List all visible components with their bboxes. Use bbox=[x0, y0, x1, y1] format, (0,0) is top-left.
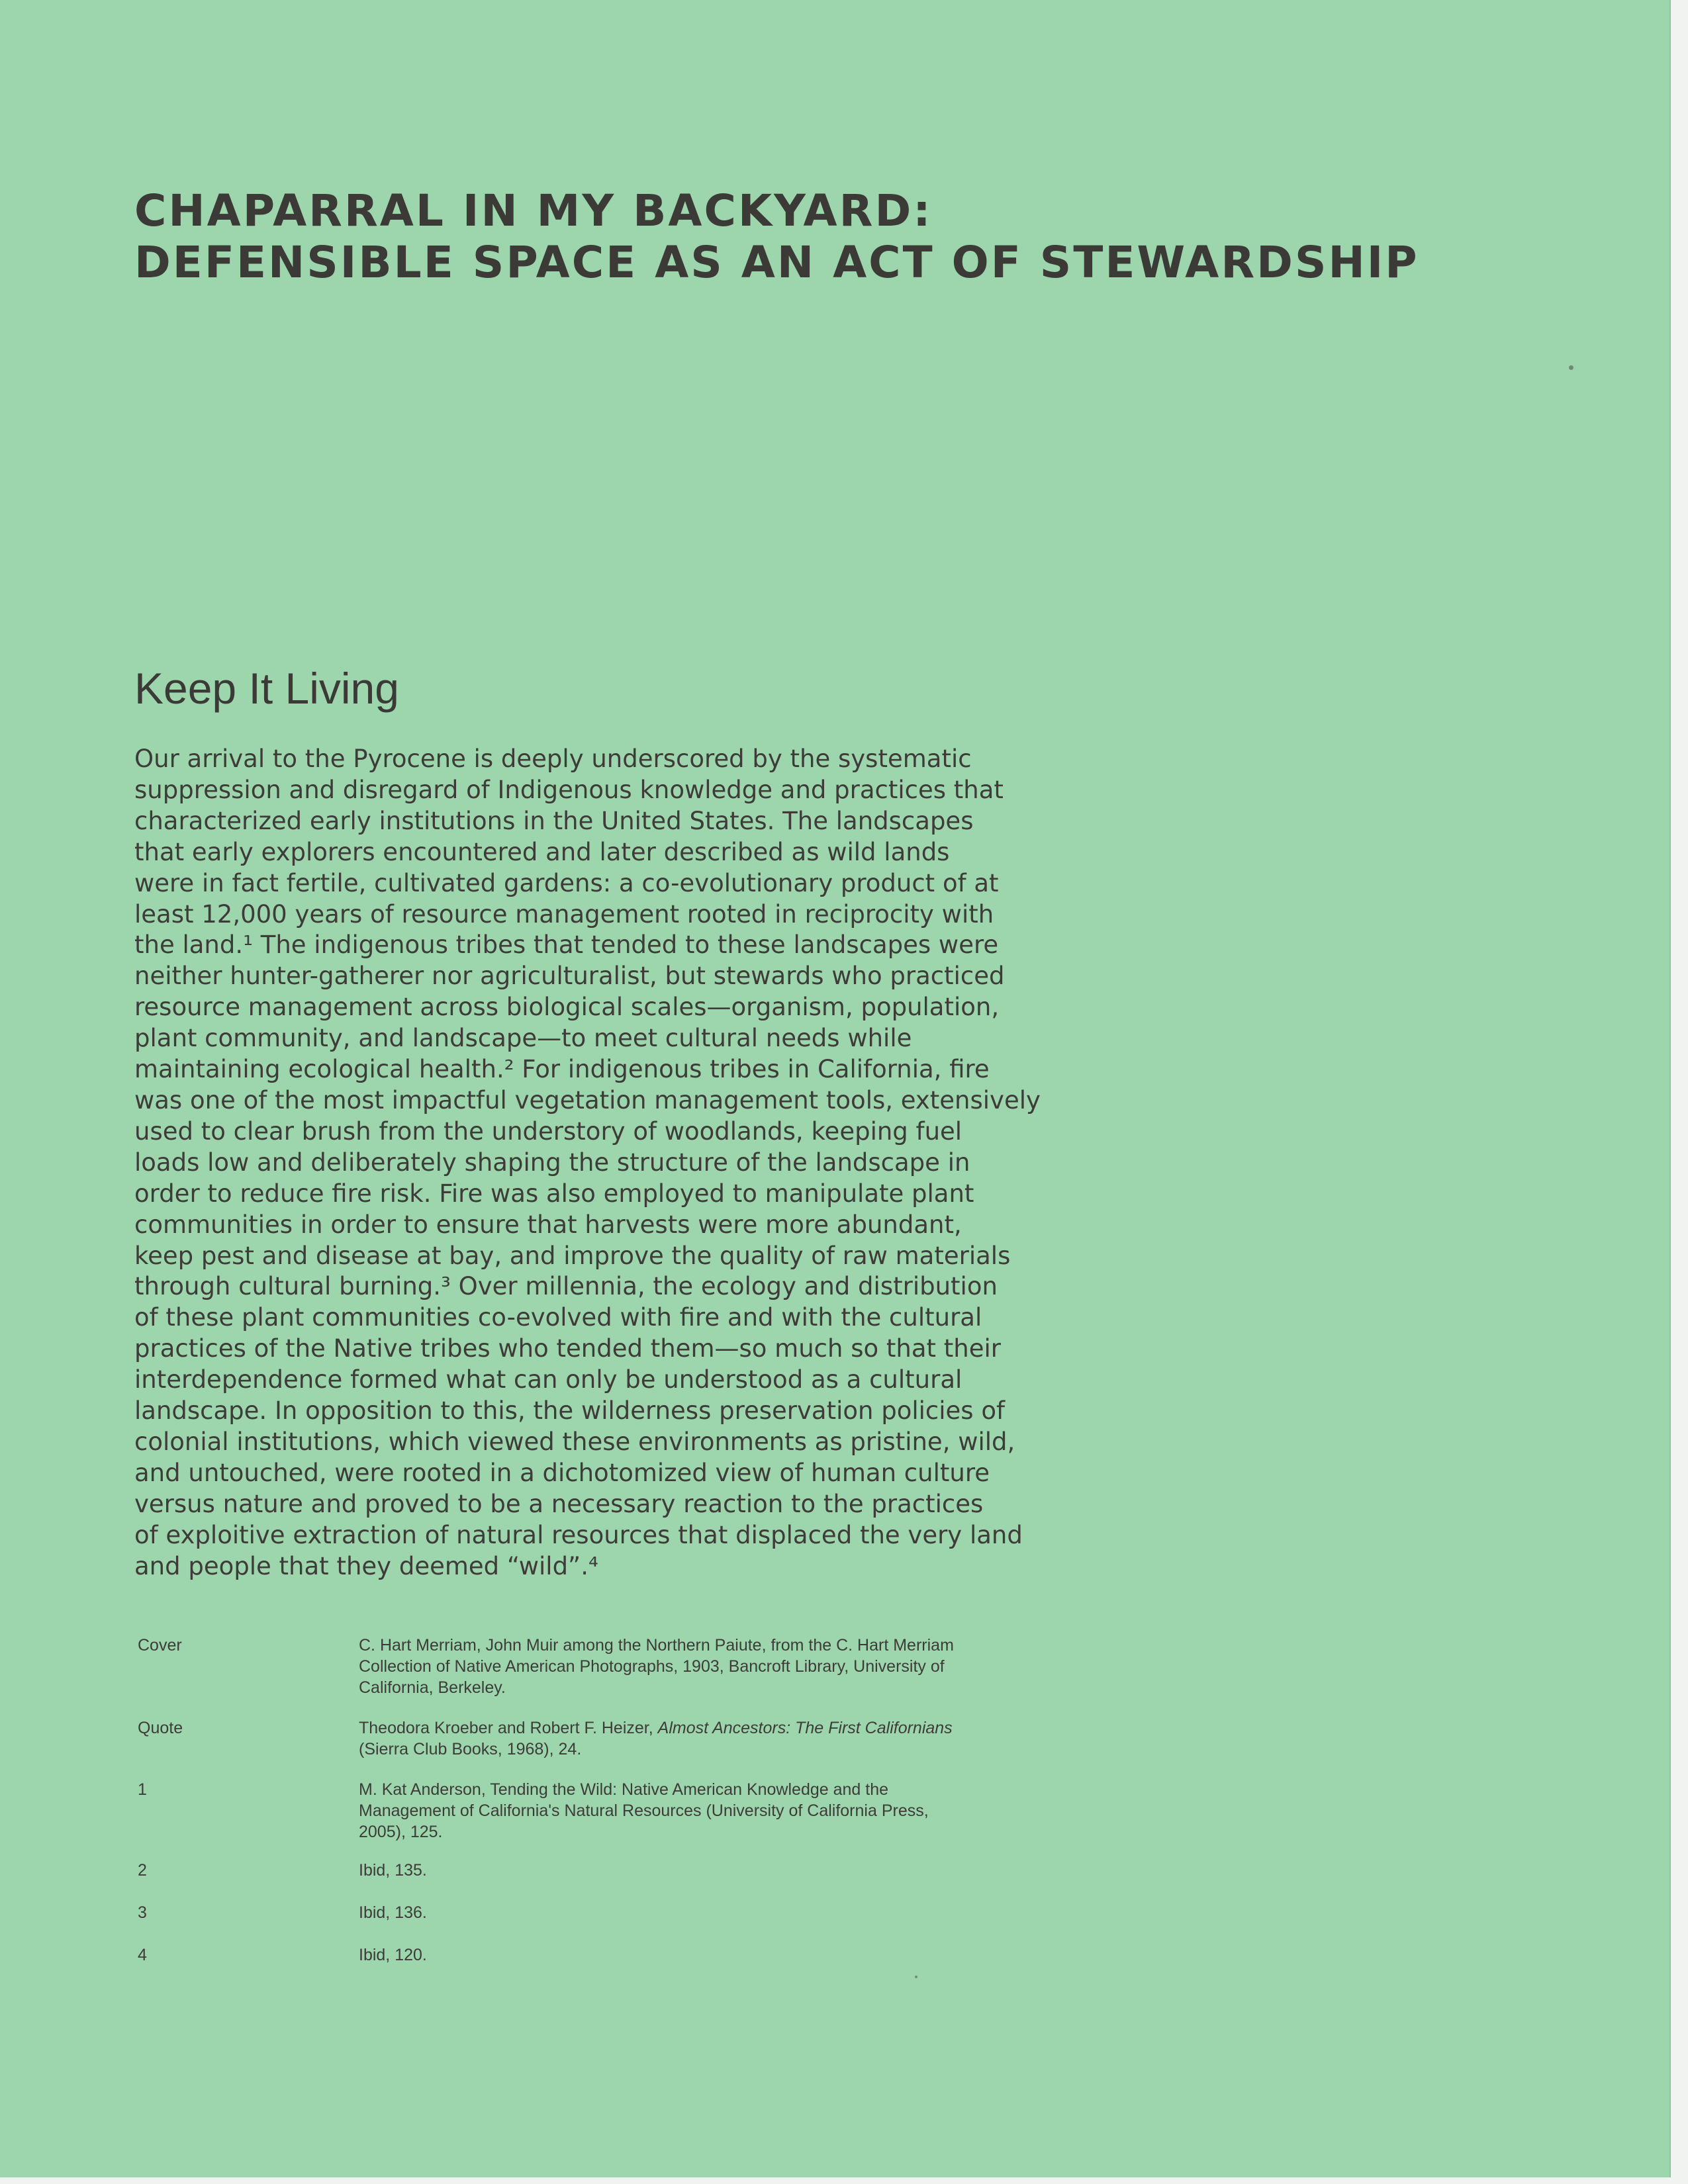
body-line: practices of the Native tribes who tended them—so much so that their bbox=[134, 1334, 1002, 1363]
footnote-line: Ibid, 136. bbox=[359, 1903, 427, 1922]
body-line: interdependence formed what can only be understood as a cultural bbox=[134, 1365, 962, 1394]
body-line: and people that they deemed “wild”.⁴ bbox=[134, 1551, 598, 1580]
footnote-line-prefix: Theodora Kroeber and Robert F. Heizer, bbox=[359, 1719, 658, 1737]
footnote-label: 2 bbox=[138, 1861, 147, 1880]
footnote-line: M. Kat Anderson, Tending the Wild: Native American Knowledge and the bbox=[359, 1780, 889, 1799]
body-line: through cultural burning.³ Over millennia, the ecology and distribution bbox=[134, 1272, 998, 1301]
body-line: loads low and deliberately shaping the structure of the landscape in bbox=[134, 1148, 970, 1177]
page-title bbox=[134, 185, 1524, 289]
body-paragraph bbox=[134, 744, 1101, 1582]
footnote-text bbox=[359, 1860, 1074, 1881]
footnote-line: 2005), 125. bbox=[359, 1823, 443, 1841]
footnote-text bbox=[359, 1902, 1074, 1923]
body-line: was one of the most impactful vegetation management tools, extensively bbox=[134, 1085, 1041, 1115]
footnote-line: California, Berkeley. bbox=[359, 1678, 506, 1697]
footnote-label: Quote bbox=[138, 1719, 183, 1737]
body-line: colonial institutions, which viewed these environments as pristine, wild, bbox=[134, 1427, 1015, 1456]
footnote-line bbox=[359, 1717, 1074, 1739]
body-line: versus nature and proved to be a necessary reaction to the practices bbox=[134, 1489, 984, 1518]
footnote-text bbox=[359, 1779, 1074, 1843]
footnote-line: C. Hart Merriam, John Muir among the Northern Paiute, from the C. Hart Merriam bbox=[359, 1636, 954, 1655]
body-line: the land.¹ The indigenous tribes that tended to these landscapes were bbox=[134, 931, 999, 960]
body-line: and untouched, were rooted in a dichotomized view of human culture bbox=[134, 1458, 990, 1487]
footnote-label: 1 bbox=[138, 1780, 147, 1799]
body-line: characterized early institutions in the United States. The landscapes bbox=[134, 806, 974, 835]
body-line: order to reduce fire risk. Fire was also employed to manipulate plant bbox=[134, 1179, 974, 1208]
footnote-line: Collection of Native American Photographs, 1903, Bancroft Library, University of bbox=[359, 1657, 945, 1676]
body-line: that early explorers encountered and later described as wild lands bbox=[134, 837, 950, 866]
body-line: landscape. In opposition to this, the wilderness preservation policies of bbox=[134, 1396, 1005, 1426]
footnote-line: Ibid, 135. bbox=[359, 1861, 427, 1880]
body-line: keep pest and disease at bay, and improve the quality of raw materials bbox=[134, 1241, 1011, 1270]
book-title: Almost Ancestors: The First Californians bbox=[657, 1719, 953, 1737]
body-line: maintaining ecological health.² For indigenous tribes in California, fire bbox=[134, 1055, 990, 1084]
footnote-label: Cover bbox=[138, 1636, 182, 1655]
body-line: least 12,000 years of resource management rooted in reciprocity with bbox=[134, 899, 994, 929]
footnote-text bbox=[359, 1717, 1074, 1760]
body-line: communities in order to ensure that harvests were more abundant, bbox=[134, 1210, 962, 1239]
section-heading: Keep It Living bbox=[134, 664, 399, 713]
title-line-1: CHAPARRAL IN MY BACKYARD: bbox=[134, 185, 933, 236]
footnote-text bbox=[359, 1944, 1074, 1966]
body-line: plant community, and landscape—to meet cultural needs while bbox=[134, 1024, 912, 1053]
footnote-label: 4 bbox=[138, 1946, 147, 1964]
body-line: of exploitive extraction of natural resources that displaced the very land bbox=[134, 1520, 1023, 1549]
footnote-label: 3 bbox=[138, 1903, 147, 1922]
footnote-line: Management of California's Natural Resources (University of California Press, bbox=[359, 1801, 929, 1820]
footnote-line: (Sierra Club Books, 1968), 24. bbox=[359, 1740, 582, 1758]
body-line: Our arrival to the Pyrocene is deeply underscored by the systematic bbox=[134, 745, 972, 773]
body-line: used to clear brush from the understory of woodlands, keeping fuel bbox=[134, 1116, 962, 1146]
title-line-2: DEFENSIBLE SPACE AS AN ACT OF STEWARDSHIP bbox=[134, 237, 1419, 288]
footnote-line: Ibid, 120. bbox=[359, 1946, 427, 1964]
body-line: neither hunter-gatherer nor agriculturalist, but stewards who practiced bbox=[134, 962, 1005, 991]
footnote-text bbox=[359, 1635, 1074, 1698]
body-line: of these plant communities co-evolved with fire and with the cultural bbox=[134, 1303, 982, 1332]
body-line: were in fact fertile, cultivated gardens: a co-evolutionary product of at bbox=[134, 868, 999, 897]
body-line: suppression and disregard of Indigenous knowledge and practices that bbox=[134, 775, 1004, 804]
body-line: resource management across biological scales—organism, population, bbox=[134, 993, 1000, 1022]
paper-speck bbox=[1569, 365, 1573, 370]
paper-speck bbox=[915, 1976, 917, 1978]
